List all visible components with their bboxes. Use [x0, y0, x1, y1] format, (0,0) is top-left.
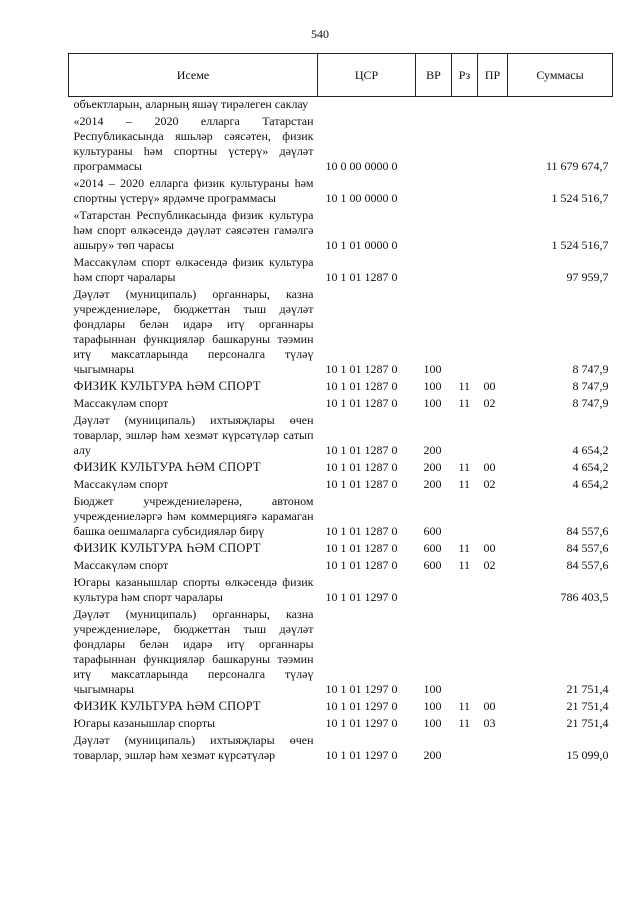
cell-csr: 10 1 01 1287 0 — [325, 558, 398, 572]
cell-sum: 1 524 516,7 — [551, 238, 609, 252]
cell-sum: 1 524 516,7 — [551, 191, 609, 205]
cell-csr: 10 1 01 0000 0 — [325, 238, 398, 252]
table-body — [69, 97, 613, 765]
cell-pr: 03 — [483, 716, 496, 730]
cell-csr: 10 1 01 1297 0 — [325, 590, 398, 604]
cell-pr — [478, 412, 508, 459]
cell-rz: 11 — [458, 716, 471, 730]
cell-vr: 100 — [423, 362, 442, 376]
cell-csr: 10 1 01 1287 0 — [325, 524, 398, 538]
cell-pr — [478, 254, 508, 286]
cell-vr — [416, 207, 452, 254]
cell-sum: 4 654,2 — [572, 477, 609, 491]
page-number: 540 — [311, 27, 329, 41]
cell-sum: 786 403,5 — [560, 590, 609, 604]
cell-sum: 21 751,4 — [566, 716, 609, 730]
cell-name: Дәүләт (муниципаль) ихтыяҗлары өчен товарлар, эшләр һәм хезмәт күрсәтүләр сатып алу — [73, 413, 314, 457]
table-row — [69, 378, 613, 395]
cell-pr — [478, 175, 508, 207]
cell-vr — [416, 175, 452, 207]
table-row — [69, 715, 613, 732]
table-row — [69, 698, 613, 715]
cell-rz — [452, 113, 478, 175]
cell-rz: 11 — [458, 396, 471, 410]
cell-sum: 84 557,6 — [566, 541, 609, 555]
cell-vr: 100 — [423, 682, 442, 696]
table-row — [69, 175, 613, 207]
cell-pr: 02 — [483, 477, 496, 491]
cell-rz: 11 — [458, 699, 471, 713]
header-name: Исеме — [69, 54, 318, 97]
table-row — [69, 606, 613, 698]
cell-pr — [478, 113, 508, 175]
cell-vr — [416, 574, 452, 606]
cell-csr: 10 1 01 1287 0 — [325, 396, 398, 410]
cell-csr: 10 1 01 1287 0 — [325, 541, 398, 555]
cell-pr — [478, 97, 508, 114]
cell-csr: 10 1 01 1287 0 — [325, 270, 398, 284]
table-row — [69, 574, 613, 606]
cell-name: Югары казанышлар спорты — [73, 716, 216, 730]
cell-vr — [416, 113, 452, 175]
cell-name: Массакүләм спорт өлкәсендә физик культура һәм спорт чаралары — [73, 255, 314, 284]
table-row — [69, 254, 613, 286]
cell-rz — [452, 175, 478, 207]
cell-name: Бюджет учреждениеләренә, автоном учреждениеләргә һәм коммерциягә карамаган башка оешмаларга субсидияләр бирү — [73, 494, 314, 538]
cell-rz: 11 — [458, 558, 471, 572]
cell-sum: 4 654,2 — [572, 443, 609, 457]
cell-csr: 10 1 01 1287 0 — [325, 443, 398, 457]
cell-rz — [452, 286, 478, 378]
cell-name: Югары казанышлар спорты өлкәсендә физик культура һәм спорт чаралары — [73, 575, 314, 604]
cell-rz: 11 — [458, 379, 471, 393]
cell-name: объектларын, аларның яшәү тирәлеген саклау — [73, 97, 309, 111]
cell-vr — [416, 254, 452, 286]
table-row — [69, 97, 613, 114]
cell-csr: 10 1 00 0000 0 — [325, 191, 398, 205]
cell-csr: 10 1 01 1297 0 — [325, 699, 398, 713]
cell-vr: 100 — [423, 396, 442, 410]
cell-csr: 10 1 01 1287 0 — [325, 362, 398, 376]
cell-sum: 8 747,9 — [572, 379, 609, 393]
cell-rz — [452, 207, 478, 254]
cell-sum: 11 679 674,7 — [545, 159, 609, 173]
cell-csr: 10 1 01 1287 0 — [325, 460, 398, 474]
cell-vr: 100 — [423, 379, 442, 393]
cell-sum — [508, 97, 613, 114]
cell-rz: 11 — [458, 477, 471, 491]
cell-csr: 10 1 01 1297 0 — [325, 682, 398, 696]
cell-pr: 00 — [483, 699, 496, 713]
cell-rz — [452, 606, 478, 698]
cell-sum: 8 747,9 — [572, 396, 609, 410]
cell-vr: 100 — [423, 699, 442, 713]
cell-rz: 11 — [458, 460, 471, 474]
cell-pr: 00 — [483, 541, 496, 555]
cell-vr: 100 — [423, 716, 442, 730]
cell-vr: 600 — [423, 524, 442, 538]
cell-sum: 15 099,0 — [566, 748, 609, 762]
cell-name: Дәүләт (муниципаль) органнары, казна учреждениеләре, бюджеттан тыш дәүләт фондлары белән идарә итү органнары тарафыннан функцияләр башкаруны тәэмин итү максатларында персоналга түләү чыгымнары — [73, 287, 314, 376]
header-pr: ПР — [478, 54, 508, 97]
cell-rz — [452, 97, 478, 114]
cell-rz: 11 — [458, 541, 471, 555]
cell-pr — [478, 574, 508, 606]
cell-vr: 200 — [423, 748, 442, 762]
cell-vr: 600 — [423, 558, 442, 572]
table-row — [69, 459, 613, 476]
header-vr: ВР — [416, 54, 452, 97]
table-row — [69, 540, 613, 557]
cell-name: Массакүләм спорт — [73, 558, 169, 572]
cell-sum: 84 557,6 — [566, 524, 609, 538]
cell-csr: 10 1 01 1297 0 — [325, 748, 398, 762]
table-row — [69, 113, 613, 175]
budget-table — [68, 53, 613, 764]
header-rz: Рз — [452, 54, 478, 97]
cell-sum: 8 747,9 — [572, 362, 609, 376]
cell-pr: 00 — [483, 379, 496, 393]
cell-csr: 10 1 01 1287 0 — [325, 379, 398, 393]
table-row — [69, 395, 613, 412]
cell-pr — [478, 732, 508, 764]
cell-rz — [452, 254, 478, 286]
table-row — [69, 286, 613, 378]
cell-name: ФИЗИК КУЛЬТУРА ҺӘМ СПОРТ — [73, 699, 261, 713]
cell-csr: 10 1 01 1287 0 — [325, 477, 398, 491]
cell-name: ФИЗИК КУЛЬТУРА ҺӘМ СПОРТ — [73, 379, 261, 393]
header-sum: Суммасы — [508, 54, 613, 97]
cell-name: Массакүләм спорт — [73, 396, 169, 410]
cell-vr: 200 — [423, 443, 442, 457]
cell-name: Дәүләт (муниципаль) органнары, казна учреждениеләре, бюджеттан тыш дәүләт фондлары белән идарә итү органнары тарафыннан функцияләр башкаруны тәэмин итү максатларында персоналга түләү чыгымнары — [73, 607, 314, 696]
cell-pr — [478, 493, 508, 540]
cell-sum: 21 751,4 — [566, 682, 609, 696]
cell-csr: 10 0 00 0000 0 — [325, 159, 398, 173]
cell-name: «Татарстан Республикасында физик культура һәм спорт өлкәсендә дәүләт сәясәтен гамәлгә ашыру» төп чарасы — [73, 208, 314, 252]
cell-sum: 84 557,6 — [566, 558, 609, 572]
cell-csr — [318, 97, 416, 114]
cell-csr: 10 1 01 1297 0 — [325, 716, 398, 730]
cell-name: ФИЗИК КУЛЬТУРА ҺӘМ СПОРТ — [73, 460, 261, 474]
table-header — [69, 54, 613, 97]
table-row — [69, 493, 613, 540]
cell-name: ФИЗИК КУЛЬТУРА ҺӘМ СПОРТ — [73, 541, 261, 555]
cell-pr — [478, 606, 508, 698]
cell-pr — [478, 207, 508, 254]
cell-sum: 4 654,2 — [572, 460, 609, 474]
cell-rz — [452, 493, 478, 540]
cell-sum: 21 751,4 — [566, 699, 609, 713]
table-row — [69, 412, 613, 459]
cell-pr: 00 — [483, 460, 496, 474]
table-row — [69, 557, 613, 574]
cell-vr: 200 — [423, 477, 442, 491]
cell-name: «2014 – 2020 елларга физик культураны һәм спортны үстерү» ярдәмче программасы — [73, 176, 314, 205]
cell-sum: 97 959,7 — [566, 270, 609, 284]
cell-name: «2014 – 2020 елларга Татарстан Республикасында яшьләр сәясәтен, физик культураны һәм спортны үстерү» дәүләт программасы — [73, 114, 314, 173]
cell-pr: 02 — [483, 558, 496, 572]
table-row — [69, 732, 613, 764]
table-row — [69, 207, 613, 254]
table-row — [69, 476, 613, 493]
cell-rz — [452, 574, 478, 606]
cell-pr: 02 — [483, 396, 496, 410]
cell-rz — [452, 412, 478, 459]
header-csr: ЦСР — [318, 54, 416, 97]
cell-rz — [452, 732, 478, 764]
cell-name: Массакүләм спорт — [73, 477, 169, 491]
cell-pr — [478, 286, 508, 378]
cell-vr: 600 — [423, 541, 442, 555]
cell-vr: 200 — [423, 460, 442, 474]
cell-vr — [416, 97, 452, 114]
cell-name: Дәүләт (муниципаль) ихтыяҗлары өчен товарлар, эшләр һәм хезмәт күрсәтүләр — [73, 733, 314, 762]
